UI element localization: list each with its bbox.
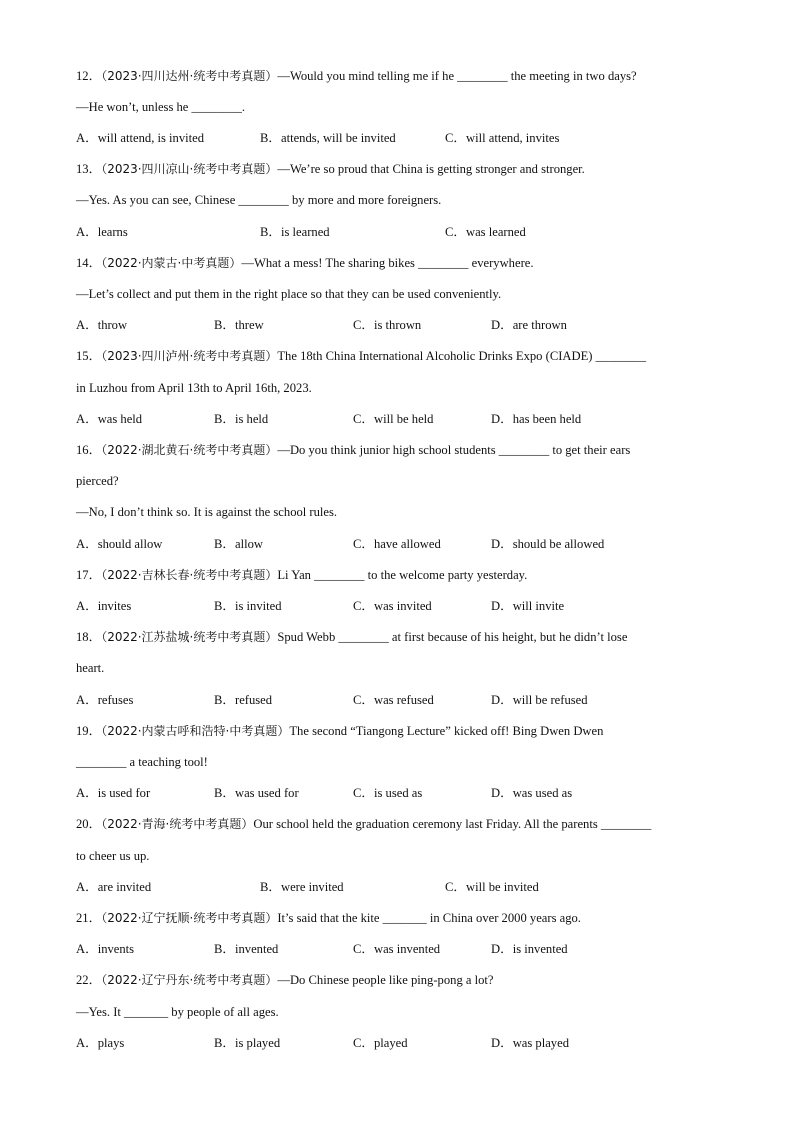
question-text: —Yes. As you can see, Chinese ________ by more and more foreigners.	[76, 193, 442, 207]
question-text: It’s said that the kite _______ in China over 2000 years ago.	[277, 911, 581, 925]
question-16-option-c[interactable]: C．have allowed	[353, 537, 441, 551]
question-13-option-c[interactable]: C．was learned	[445, 225, 526, 239]
question-text: to cheer us up.	[76, 849, 150, 863]
question-22-option-d[interactable]: D．was played	[491, 1036, 569, 1050]
question-21-option-b[interactable]: B．invented	[214, 942, 279, 956]
question-text: —Do you think junior high school students ________ to get their ears	[277, 443, 631, 457]
question-number: 19．	[76, 724, 102, 738]
question-text: The 18th China International Alcoholic Drinks Expo (CIADE) ________	[277, 349, 647, 363]
question-source: （2023·四川凉山·统考中考真题）	[101, 162, 278, 176]
question-16-option-b[interactable]: B．allow	[214, 537, 263, 551]
question-17-option-a[interactable]: A．invites	[76, 599, 132, 613]
question-18-line-1	[76, 628, 627, 646]
question-16-line-3	[76, 503, 337, 521]
question-13-option-a[interactable]: A．learns	[76, 225, 128, 239]
question-21-line-1	[76, 909, 581, 927]
question-20-line-2	[76, 847, 149, 865]
question-source: （2022·辽宁抚顺·统考中考真题）	[101, 911, 278, 925]
question-12-line-2	[76, 98, 245, 116]
question-17-option-b[interactable]: B．is invited	[214, 599, 282, 613]
question-text: Spud Webb ________ at first because of his height, but he didn’t lose	[277, 630, 628, 644]
question-15-option-a[interactable]: A．was held	[76, 412, 143, 426]
question-text: —Yes. It _______ by people of all ages.	[76, 1005, 279, 1019]
question-20-option-a[interactable]: A．are invited	[76, 880, 152, 894]
question-15-option-b[interactable]: B．is held	[214, 412, 269, 426]
question-15-option-c[interactable]: C．will be held	[353, 412, 434, 426]
question-text: —Let’s collect and put them in the right place so that they can be used conveniently.	[76, 287, 502, 301]
question-19-line-2	[76, 753, 208, 771]
question-source: （2023·四川达州·统考中考真题）	[101, 69, 278, 83]
question-21-option-a[interactable]: A．invents	[76, 942, 135, 956]
question-text: ________ a teaching tool!	[76, 755, 208, 769]
question-source: （2023·四川泸州·统考中考真题）	[101, 349, 278, 363]
question-12-line-1	[76, 67, 637, 85]
question-19-line-1	[76, 722, 603, 740]
question-18-line-2	[76, 659, 104, 677]
question-source: （2022·内蒙古呼和浩特·中考真题）	[101, 724, 290, 738]
question-17-option-d[interactable]: D．will invite	[491, 599, 565, 613]
question-13-line-1	[76, 160, 585, 178]
question-20-option-c[interactable]: C．will be invited	[445, 880, 539, 894]
question-20-option-b[interactable]: B．were invited	[260, 880, 344, 894]
question-22-line-2	[76, 1003, 279, 1021]
question-19-option-d[interactable]: D．was used as	[491, 786, 573, 800]
question-16-option-a[interactable]: A．should allow	[76, 537, 163, 551]
question-number: 15．	[76, 349, 102, 363]
question-number: 16．	[76, 443, 102, 457]
question-22-option-a[interactable]: A．plays	[76, 1036, 125, 1050]
question-text: Our school held the graduation ceremony last Friday. All the parents ________	[253, 817, 652, 831]
question-12-option-b[interactable]: B．attends, will be invited	[260, 131, 396, 145]
question-text: heart.	[76, 661, 105, 675]
question-17-option-c[interactable]: C．was invited	[353, 599, 432, 613]
question-12-option-a[interactable]: A．will attend, is invited	[76, 131, 205, 145]
question-21-option-d[interactable]: D．is invented	[491, 942, 568, 956]
question-18-option-b[interactable]: B．refused	[214, 693, 273, 707]
question-13-line-2	[76, 191, 441, 209]
question-22-option-b[interactable]: B．is played	[214, 1036, 281, 1050]
question-number: 20．	[76, 817, 102, 831]
question-14-line-1	[76, 254, 534, 272]
question-text: Li Yan ________ to the welcome party yesterday.	[277, 568, 528, 582]
question-number: 13．	[76, 162, 102, 176]
question-19-option-c[interactable]: C．is used as	[353, 786, 423, 800]
question-19-option-b[interactable]: B．was used for	[214, 786, 299, 800]
question-20-line-1	[76, 815, 651, 833]
question-source: （2022·湖北黄石·统考中考真题）	[101, 443, 278, 457]
question-number: 17．	[76, 568, 102, 582]
question-number: 22．	[76, 973, 102, 987]
question-number: 21．	[76, 911, 102, 925]
question-15-option-d[interactable]: D．has been held	[491, 412, 582, 426]
question-number: 18．	[76, 630, 102, 644]
question-16-option-d[interactable]: D．should be allowed	[491, 537, 605, 551]
question-16-line-2	[76, 472, 119, 490]
question-15-line-1	[76, 347, 646, 365]
question-22-line-1	[76, 971, 494, 989]
question-18-option-d[interactable]: D．will be refused	[491, 693, 588, 707]
question-source: （2022·辽宁丹东·统考中考真题）	[101, 973, 278, 987]
question-14-option-b[interactable]: B．threw	[214, 318, 264, 332]
question-text: —Do Chinese people like ping-pong a lot?	[277, 973, 494, 987]
question-source: （2022·内蒙古·中考真题）	[101, 256, 242, 270]
question-number: 12．	[76, 69, 102, 83]
question-text: —What a mess! The sharing bikes ________ everywhere.	[241, 256, 534, 270]
question-13-option-b[interactable]: B．is learned	[260, 225, 330, 239]
question-text: —We’re so proud that China is getting stronger and stronger.	[277, 162, 585, 176]
question-14-option-c[interactable]: C．is thrown	[353, 318, 422, 332]
question-12-option-c[interactable]: C．will attend, invites	[445, 131, 560, 145]
question-source: （2022·江苏盐城·统考中考真题）	[101, 630, 278, 644]
question-source: （2022·吉林长春·统考中考真题）	[101, 568, 278, 582]
question-text: in Luzhou from April 13th to April 16th, 2023.	[76, 381, 312, 395]
question-18-option-a[interactable]: A．refuses	[76, 693, 134, 707]
question-14-option-d[interactable]: D．are thrown	[491, 318, 567, 332]
question-22-option-c[interactable]: C．played	[353, 1036, 408, 1050]
question-text: pierced?	[76, 474, 119, 488]
question-19-option-a[interactable]: A．is used for	[76, 786, 151, 800]
question-15-line-2	[76, 379, 312, 397]
question-17-line-1	[76, 566, 527, 584]
question-21-option-c[interactable]: C．was invented	[353, 942, 441, 956]
question-14-option-a[interactable]: A．throw	[76, 318, 128, 332]
question-text: The second “Tiangong Lecture” kicked off! Bing Dwen Dwen	[289, 724, 604, 738]
question-text: —Would you mind telling me if he ________ the meeting in two days?	[277, 69, 637, 83]
question-source: （2022·青海·统考中考真题）	[101, 817, 254, 831]
question-number: 14．	[76, 256, 102, 270]
question-18-option-c[interactable]: C．was refused	[353, 693, 434, 707]
question-text: —He won’t, unless he ________.	[76, 100, 246, 114]
question-14-line-2	[76, 285, 501, 303]
question-text: —No, I don’t think so. It is against the school rules.	[76, 505, 338, 519]
question-16-line-1	[76, 441, 630, 459]
